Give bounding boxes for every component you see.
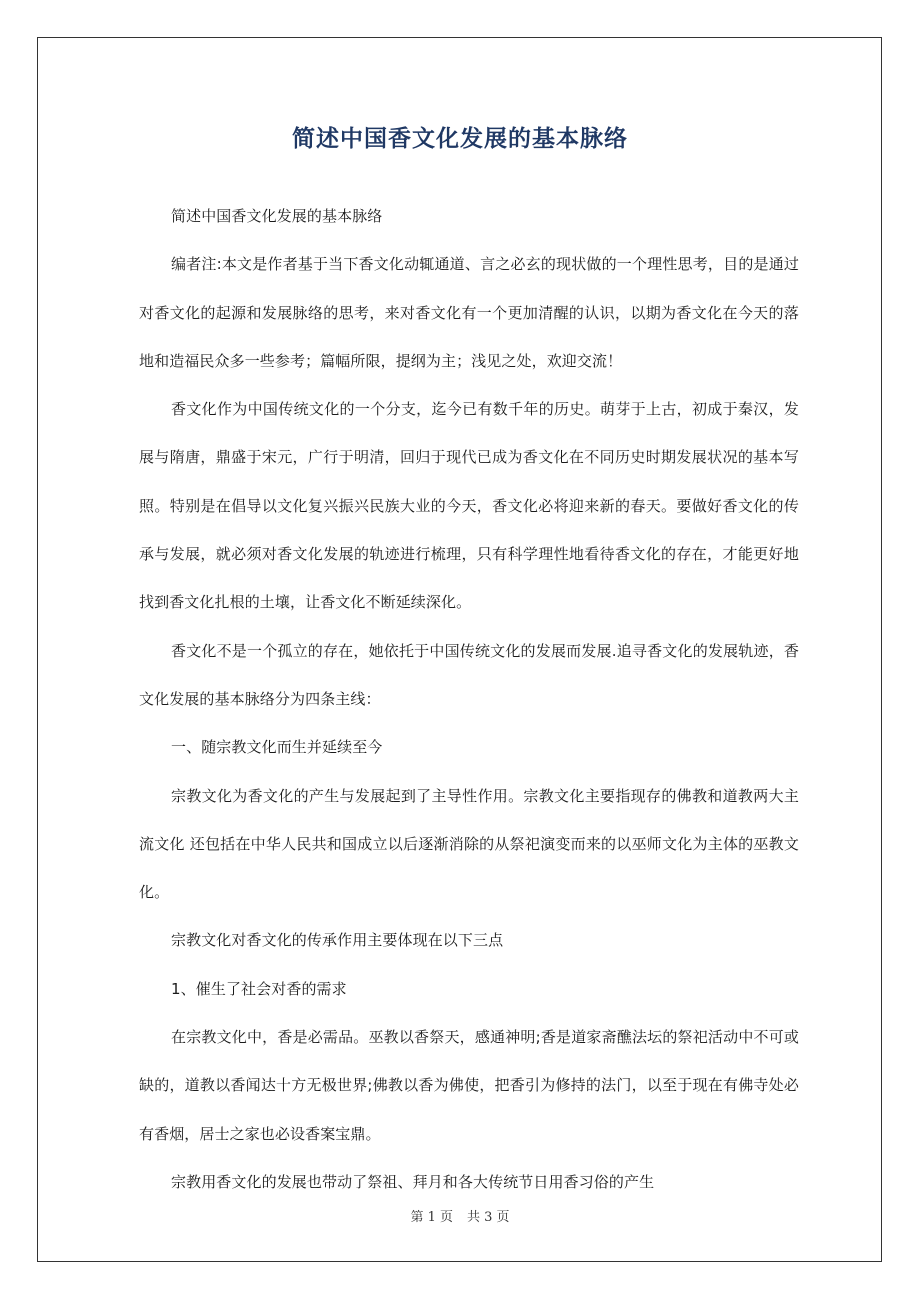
paragraph-customs: 宗教用香文化的发展也带动了祭祖、拜月和各大传统节日用香习俗的产生	[171, 1172, 655, 1191]
paragraph-subtitle: 简述中国香文化发展的基本脉络	[171, 207, 383, 225]
page-footer	[0, 1206, 920, 1225]
paragraph-incense-necessity: 在宗教文化中，香是必需品。巫教以香祭天，感通神明;香是道家斋醮法坛的祭祀活动中不可或缺的，道教以香闻达十方无极世界;佛教以香为佛使，把香引为修持的法门，以至于现在有佛寺处必有香烟，居士之家也必设香案宝鼎。	[139, 1028, 799, 1143]
document-body	[139, 192, 799, 1206]
page-number: 第 1 页	[410, 1210, 453, 1225]
section-heading-one: 一、随宗教文化而生并延续至今	[171, 738, 383, 757]
paragraph-religion: 宗教文化为香文化的产生与发展起到了主导性作用。宗教文化主要指现存的佛教和道教两大主流文化 还包括在中华人民共和国成立以后逐渐消除的从祭祀演变而来的以巫师文化为主体的巫教文化。	[139, 786, 799, 902]
paragraph-history: 香文化作为中国传统文化的一个分支，迄今已有数千年的历史。萌芽于上古，初成于秦汉，发展与隋唐，鼎盛于宋元，广行于明清，回归于现代已成为香文化在不同历史时期发展状况的基本写照。特别是在倡导以文化复兴振兴民族大业的今天，香文化必将迎来新的春天。要做好香文化的传承与发展，就必须对香文化发展的轨迹进行梳理，只有科学理性地看待香文化的存在，才能更好地找到香文化扎根的土壤，让香文化不断延续深化。	[139, 400, 799, 612]
subheading-demand: 1、催生了社会对香的需求	[171, 979, 347, 998]
document-title: 简述中国香文化发展的基本脉络	[292, 126, 628, 152]
paragraph-three-points: 宗教文化对香文化的传承作用主要体现在以下三点	[171, 931, 504, 950]
page-total: 共 3 页	[467, 1210, 510, 1225]
paragraph-editor-note: 编者注:本文是作者基于当下香文化动辄通道、言之必玄的现状做的一个理性思考，目的是通过对香文化的起源和发展脉络的思考，来对香文化有一个更加清醒的认识，以期为香文化在今天的落地和造福民众多一些参考；篇幅所限，提纲为主；浅见之处，欢迎交流！	[139, 255, 799, 370]
paragraph-main-lines: 香文化不是一个孤立的存在，她依托于中国传统文化的发展而发展.追寻香文化的发展轨迹，香文化发展的基本脉络分为四条主线：	[139, 641, 799, 708]
